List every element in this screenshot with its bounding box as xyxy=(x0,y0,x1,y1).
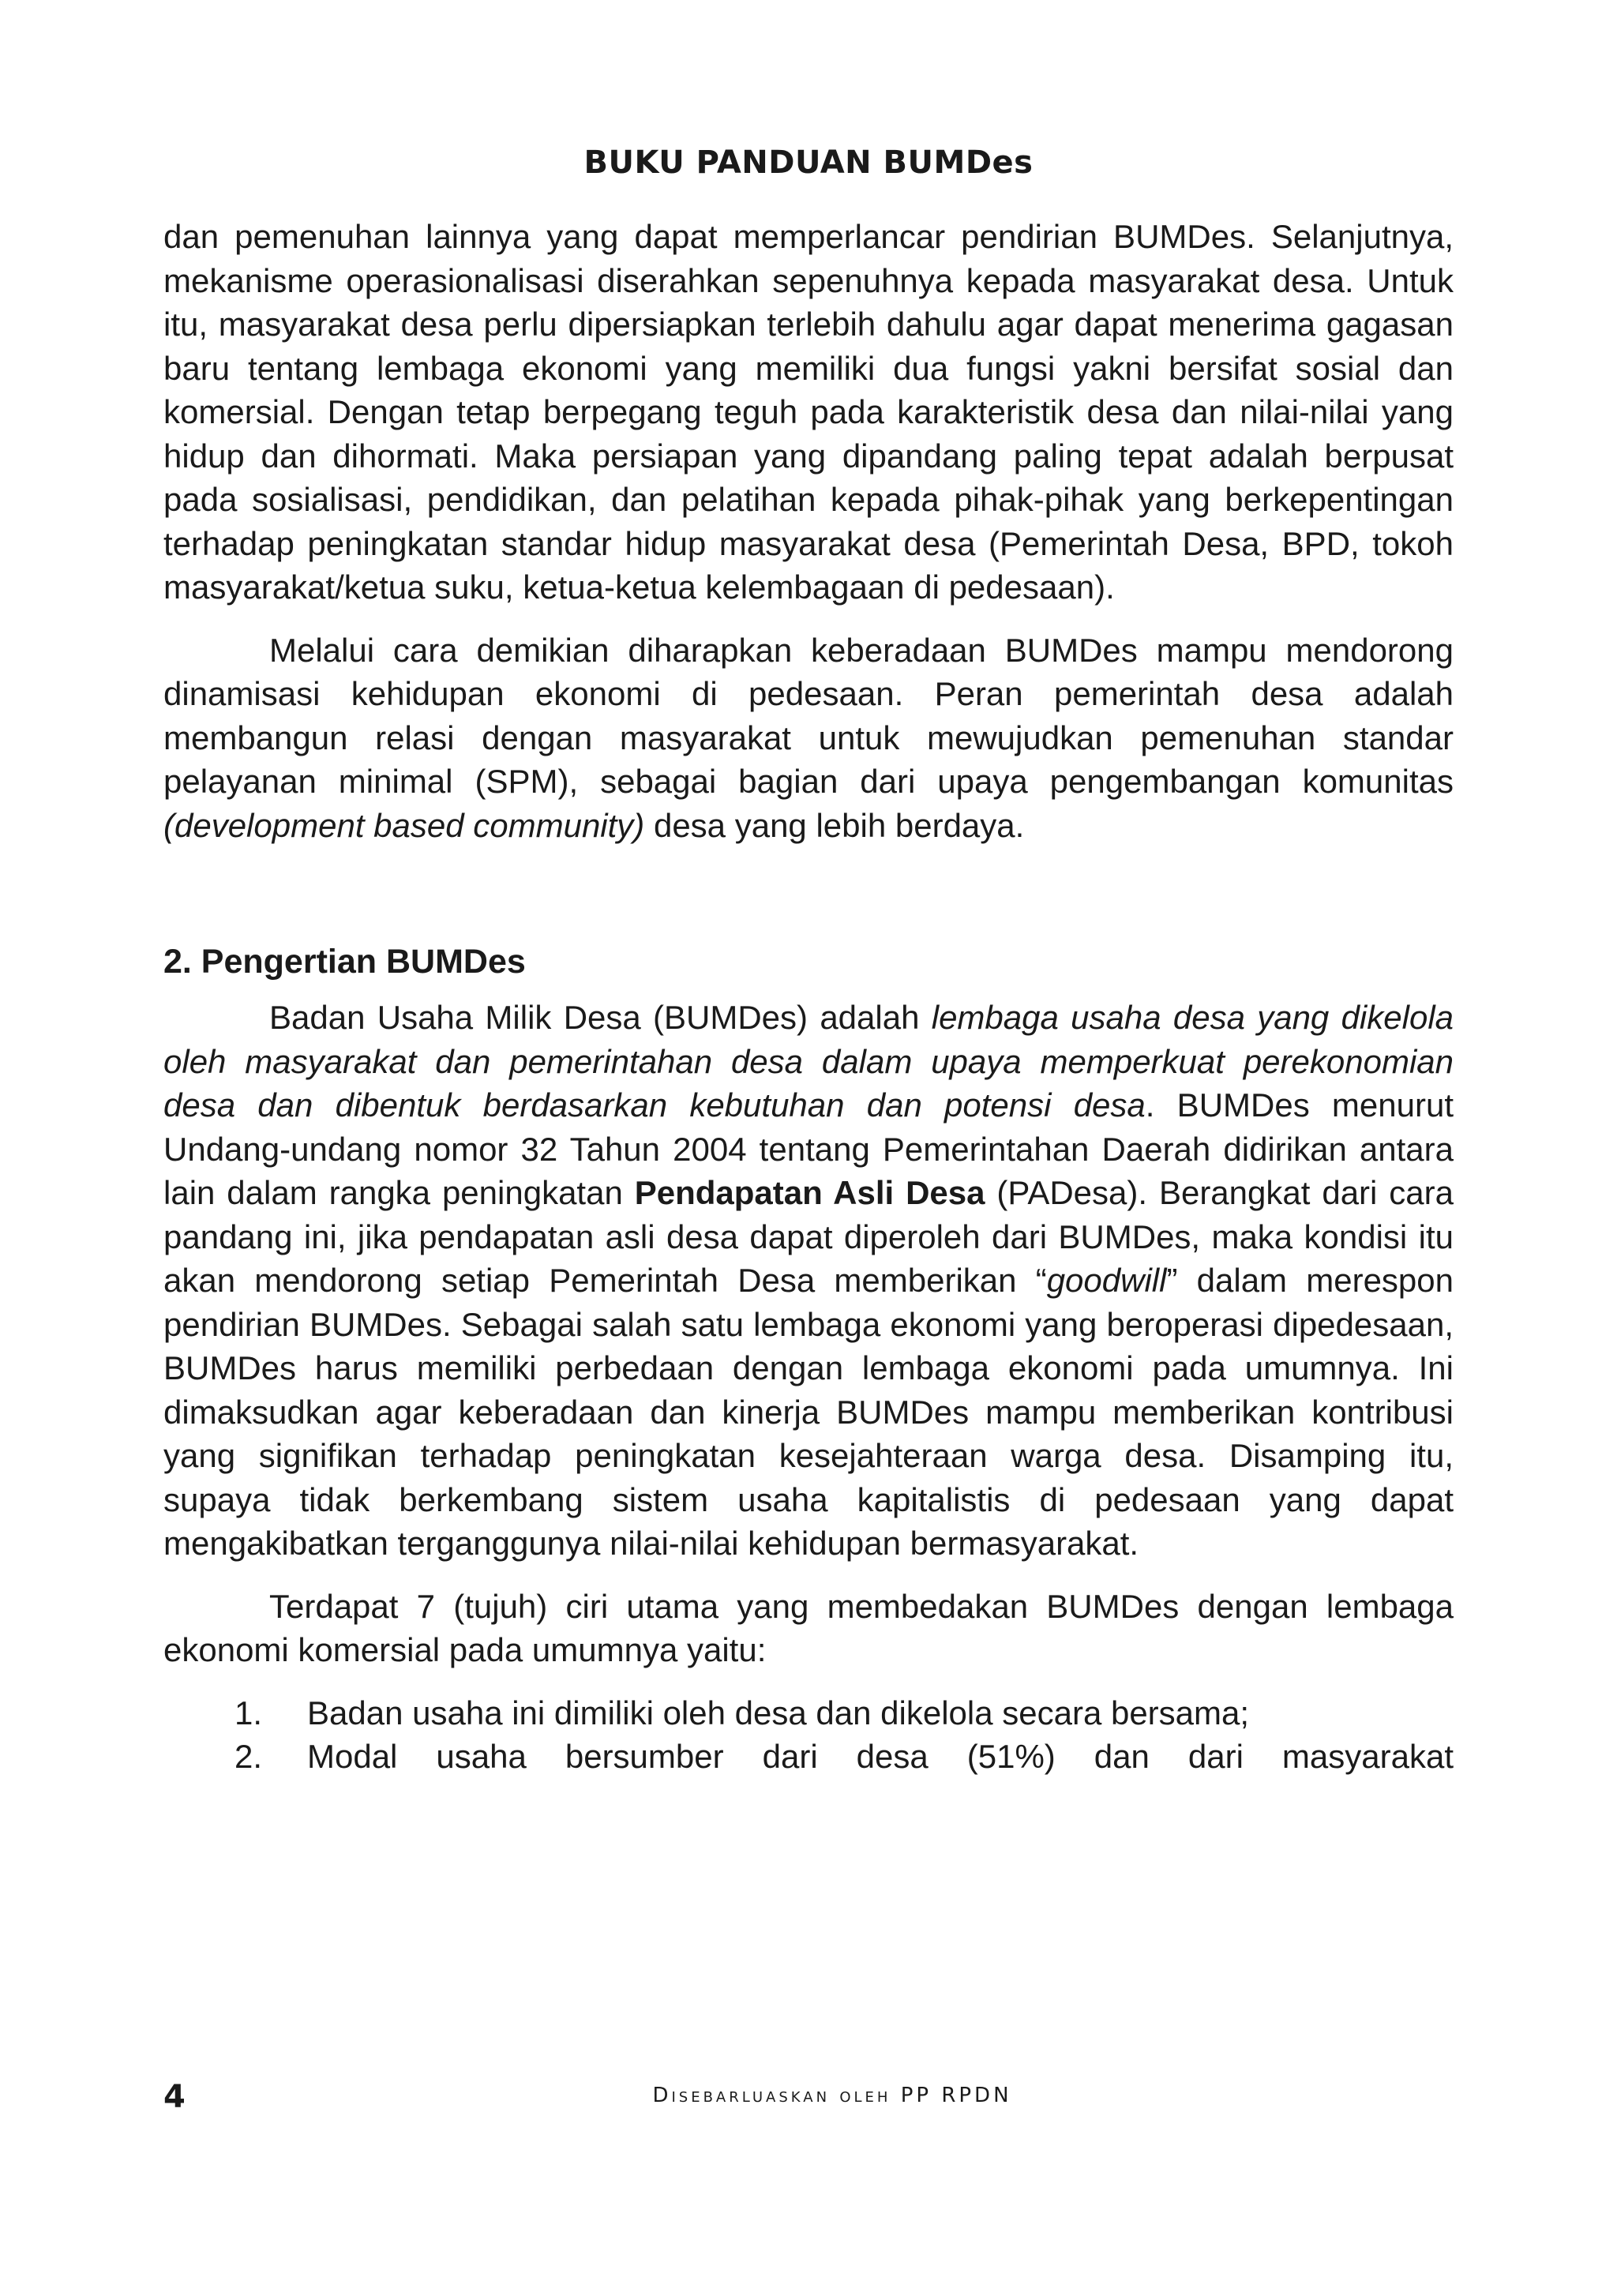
paragraph-3-text-end: ” dalam merespon pendirian BUMDes. Sebagai salah satu lembaga ekonomi yang beroperasi dipedesaan, BUMDes harus memiliki perbedaan dengan lembaga ekonomi pada umumnya. Ini dimaksudkan agar keberadaan dan kinerja BUMDes mampu memberikan kontribusi yang signifikan terhadap peningkatan kesejahteraan warga desa. Disamping itu, supaya tidak berkembang sistem usaha kapitalistis di pedesaan yang dapat mengakibatkan terganggunya nilai-nilai kehidupan bermasyarakat. xyxy=(163,1262,1454,1562)
paragraph-2-text: Melalui cara demikian diharapkan keberadaan BUMDes mampu mendorong dinamisasi kehidupan ekonomi di pedesaan. Peran pemerintah desa adalah membangun relasi dengan masyarakat untuk mewujudkan pemenuhan standar pelayanan minimal (SPM), sebagai bagian dari upaya pengembangan komunitas xyxy=(163,631,1454,800)
list-item xyxy=(163,1691,1454,1735)
list-item-text: Modal usaha bersumber dari desa (51%) dan dari masyarakat xyxy=(307,1738,1454,1775)
body-paragraph-1: dan pemenuhan lainnya yang dapat memperlancar pendirian BUMDes. Selanjutnya, mekanisme operasionalisasi diserahkan sepenuhnya kepada masyarakat desa. Untuk itu, masyarakat desa perlu dipersiapkan terlebih dahulu agar dapat menerima gagasan baru tentang lembaga ekonomi yang memiliki dua fungsi yakni bersifat sosial dan komersial. Dengan tetap berpegang teguh pada karakteristik desa dan nilai-nilai yang hidup dan dihormati. Maka persiapan yang dipandang paling tepat adalah berpusat pada sosialisasi, pendidikan, dan pelatihan kepada pihak-pihak yang berkepentingan terhadap peningkatan standar hidup masyarakat desa (Pemerintah Desa, BPD, tokoh masyarakat/ketua suku, ketua-ketua kelembagaan di pedesaan). xyxy=(163,218,1454,606)
page-number: 4 xyxy=(163,2079,186,2115)
page-content xyxy=(163,215,1454,1779)
paragraph-2-italic-term: (development based community) xyxy=(163,806,645,844)
list-item xyxy=(163,1735,1454,1779)
body-paragraph-4: Terdapat 7 (tujuh) ciri utama yang membedakan BUMDes dengan lembaga ekonomi komersial pada umumnya yaitu: xyxy=(163,1587,1454,1668)
paragraph-3-italic-definition: lembaga usaha desa yang dikelola oleh masyarakat dan pemerintahan desa dalam upaya memperkuat perekonomian desa dan dibentuk berdasarkan kebutuhan dan potensi desa xyxy=(163,999,1454,1124)
section-heading: 2. Pengertian BUMDes xyxy=(163,943,526,981)
paragraph-3-italic-goodwill: goodwill xyxy=(1046,1262,1167,1299)
list-item-text: Badan usaha ini dimiliki oleh desa dan dikelola secara bersama; xyxy=(307,1694,1250,1731)
paragraph-3-text-start: Badan Usaha Milik Desa (BUMDes) adalah xyxy=(269,999,932,1036)
characteristics-list xyxy=(163,1691,1454,1779)
list-item-number: 2. xyxy=(234,1738,263,1775)
body-paragraph-3 xyxy=(163,996,1454,1566)
paragraph-3-bold-term: Pendapatan Asli Desa xyxy=(634,1174,985,1211)
body-paragraph-2 xyxy=(163,628,1454,848)
footer-distribution-text: Disebarluaskan oleh PP RPDN xyxy=(652,2084,1012,2107)
list-item-number: 1. xyxy=(234,1694,263,1731)
book-header-title: BUKU PANDUAN BUMDes xyxy=(583,144,1034,181)
paragraph-3-text-middle: . BUMDes menurut Undang-undang nomor 32 Tahun 2004 tentang Pemerintahan Daerah didirikan antara lain dalam rangka peningkatan xyxy=(163,1086,1454,1211)
paragraph-3-text-continued: (PADesa). Berangkat dari cara pandang ini, jika pendapatan asli desa dapat diperoleh dari BUMDes, maka kondisi itu akan mendorong setiap Pemerintah Desa memberikan “ xyxy=(163,1174,1454,1299)
paragraph-2-text-end: desa yang lebih berdaya. xyxy=(644,806,1025,844)
